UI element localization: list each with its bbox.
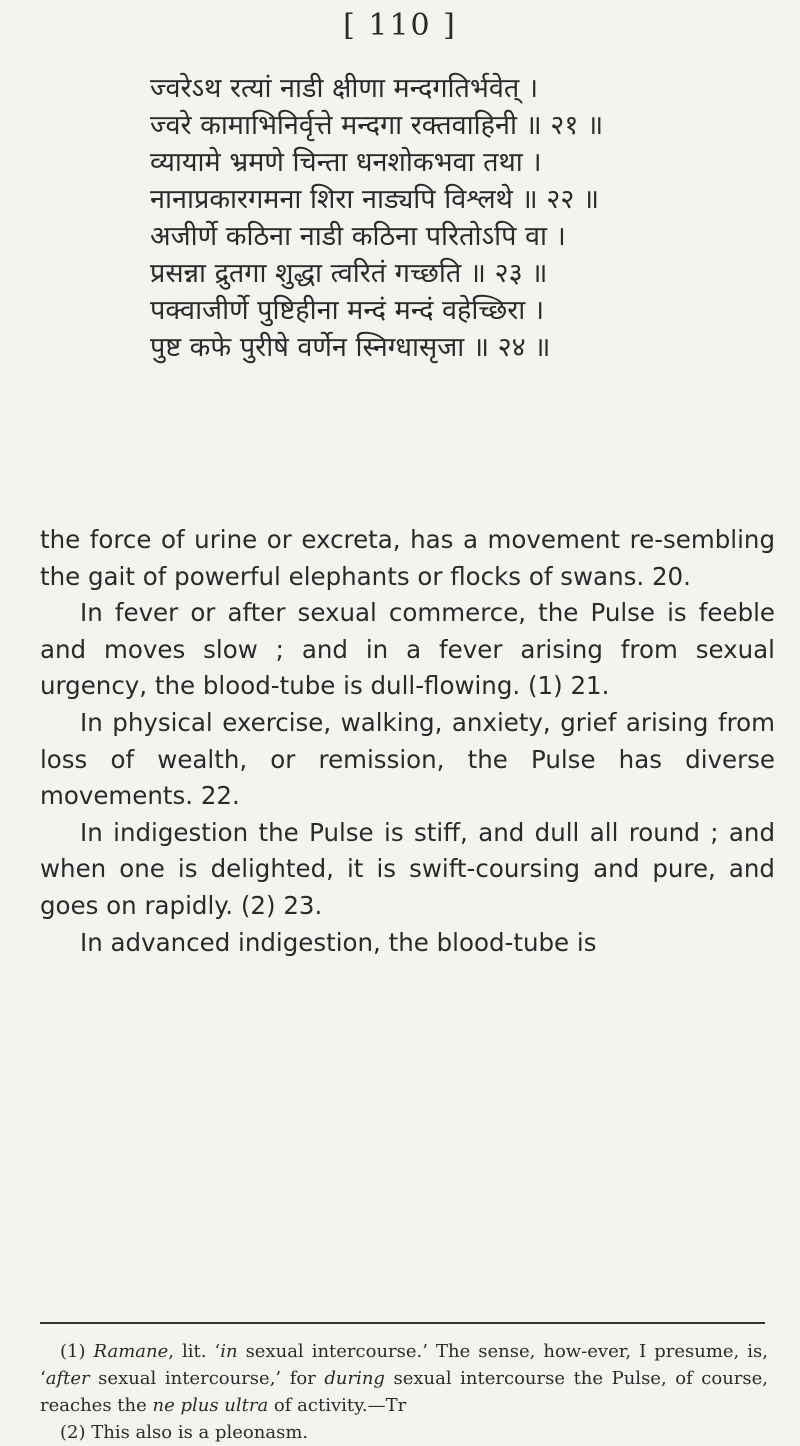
footnote-1-em-during: during <box>324 1368 385 1389</box>
footnotes <box>40 1338 768 1446</box>
sanskrit-line: प्रसन्ना द्रुतगा शुद्धा त्वरितं गच्छति ॥ २३ ॥ <box>150 258 548 289</box>
translation-body <box>40 522 775 961</box>
footnote-1-text: sexual intercourse,’ for <box>89 1368 325 1389</box>
sanskrit-line: नानाप्रकारगमना शिरा नाड्यपि विश्लथे ॥ २२ ॥ <box>150 184 600 215</box>
footnote-1-em-in: in <box>220 1341 238 1362</box>
sanskrit-verses <box>150 70 750 366</box>
sanskrit-line: पक्वाजीर्णे पुष्टिहीना मन्दं मन्दं वहेच्छिरा । <box>150 295 545 326</box>
footnote-1-term: Ramane <box>93 1341 169 1362</box>
page-number: [ 110 ] <box>343 8 457 43</box>
footnote-2-number: (2) <box>60 1422 86 1443</box>
footnote-divider <box>40 1322 765 1324</box>
footnote-1-text: sexual intercourse.’ The sense, how-ever, I presume, is, ‘ <box>40 1341 768 1389</box>
sanskrit-line: ज्वरेऽथ रत्यां नाडी क्षीणा मन्दगतिर्भवेत् । <box>150 73 539 104</box>
paragraph-21: In fever or after sexual commerce, the Pulse is feeble and moves slow ; and in a fever arising from sexual urgency, the blood-tube is dull-flowing. (1) 21. <box>40 598 775 701</box>
paragraph-23: In indigestion the Pulse is stiff, and dull all round ; and when one is delighted, it is swift-coursing and pure, and goes on rapidly. (2) 23. <box>40 817 775 920</box>
footnote-2 <box>40 1419 768 1446</box>
footnote-2-text: This also is a pleonasm. <box>91 1422 309 1443</box>
footnote-1-text: sexual intercourse the Pulse, of course, reaches the <box>40 1368 769 1416</box>
paragraph-22: In physical exercise, walking, anxiety, grief arising from loss of wealth, or remission, the Pulse has diverse movements. 22. <box>40 707 775 811</box>
paragraph-24-start: In advanced indigestion, the blood-tube is <box>80 927 597 957</box>
sanskrit-line: पुष्ट कफे पुरीषे वर्णेन स्निग्धासृजा ॥ २४ ॥ <box>150 332 551 363</box>
footnote-1-text: of activity.—Tr <box>268 1395 407 1416</box>
footnote-1-em-ne-plus-ultra: ne plus ultra <box>152 1395 269 1416</box>
footnote-1 <box>40 1338 768 1419</box>
footnote-1-text: , lit. ‘ <box>168 1341 221 1362</box>
footnote-1-number: (1) <box>60 1341 86 1362</box>
footnote-1-em-after: after <box>45 1368 90 1389</box>
sanskrit-line: अजीर्णे कठिना नाडी कठिना परितोऽपि वा । <box>150 221 566 252</box>
sanskrit-line: ज्वरे कामाभिनिर्वृत्ते मन्दगा रक्तवाहिनी ॥ २१ ॥ <box>150 110 604 141</box>
paragraph-20: the force of urine or excreta, has a movement re-sembling the gait of powerful elephants or flocks of swans. 20. <box>40 525 775 591</box>
sanskrit-line: व्यायामे भ्रमणे चिन्ता धनशोकभवा तथा । <box>150 147 542 178</box>
